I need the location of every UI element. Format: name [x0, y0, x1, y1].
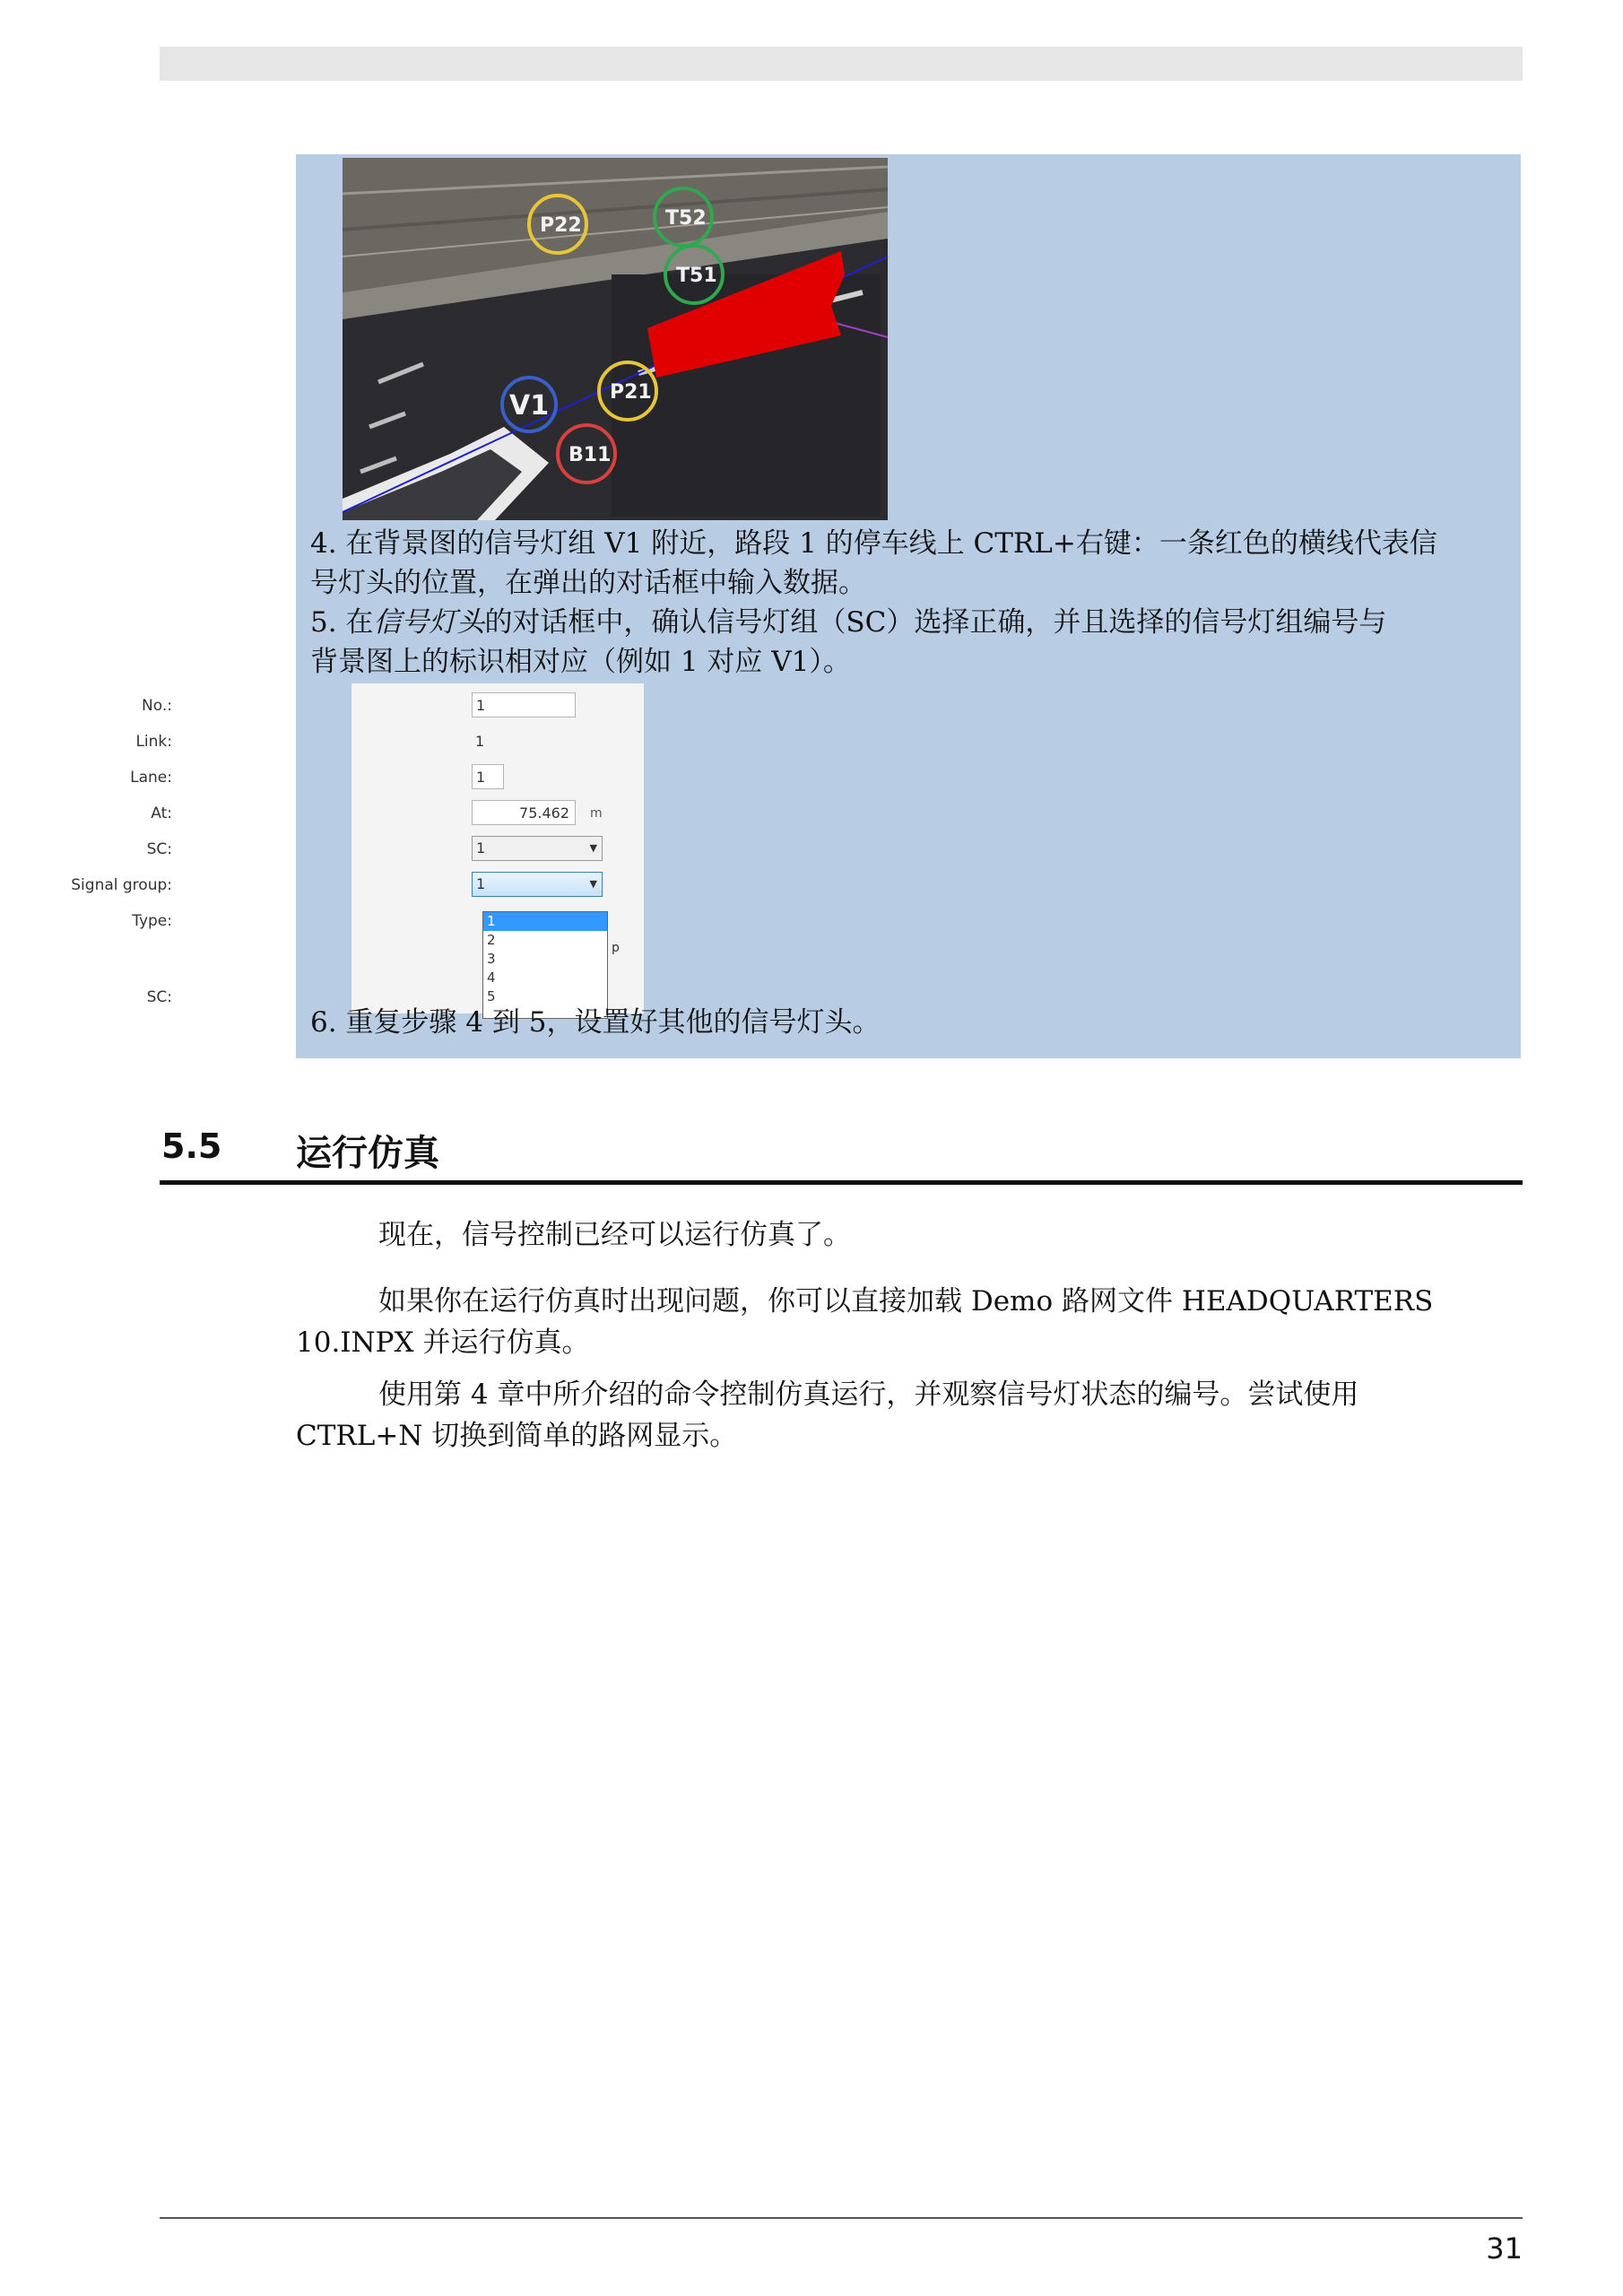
at-field[interactable]: 75.462	[472, 800, 576, 825]
at-label: At:	[151, 804, 172, 822]
label-t51: T51	[676, 265, 717, 287]
sc-label: SC:	[146, 840, 172, 858]
paragraph-2-line-1: 如果你在运行仿真时出现问题，你可以直接加载 Demo 路网文件 HEADQUARTERS	[378, 1285, 1434, 1318]
sc2-label: SC:	[146, 988, 172, 1006]
no-label: No.:	[142, 697, 172, 715]
section-heading	[160, 1125, 1523, 1185]
signal-group-label: Signal group:	[71, 876, 172, 894]
obscured-control-fragment: p	[612, 941, 620, 955]
dropdown-option-4[interactable]: 4	[487, 970, 496, 986]
step-5-line-2: 背景图上的标识相对应（例如 1 对应 V1）。	[310, 646, 851, 678]
paragraph-2	[296, 1281, 1521, 1363]
paragraph-1-line-1: 现在，信号控制已经可以运行仿真了。	[378, 1219, 851, 1251]
paragraph-3	[296, 1374, 1521, 1457]
label-p22: P22	[540, 214, 582, 237]
label-b11: B11	[568, 444, 612, 466]
section-number: 5.5	[161, 1126, 222, 1166]
section-title: 运行仿真	[296, 1133, 439, 1174]
lane-label: Lane:	[130, 769, 172, 787]
running-header-bar	[160, 47, 1523, 81]
paragraph-3-line-2: CTRL+N 切换到简单的路网显示。	[296, 1420, 738, 1452]
chevron-down-icon: ▼	[589, 842, 597, 854]
label-p21: P21	[610, 381, 652, 404]
paragraph-2-line-2: 10.INPX 并运行仿真。	[296, 1326, 590, 1359]
step-5-italic-term: 信号灯头	[373, 606, 485, 639]
dropdown-option-3[interactable]: 3	[487, 951, 496, 967]
step-5-rest: 的对话框中，确认信号灯组（SC）选择正确，并且选择的信号灯组编号与	[484, 606, 1387, 639]
label-v1: V1	[509, 390, 550, 422]
step-5-prefix: 5. 在	[310, 606, 374, 639]
signal-head-dialog-screenshot	[71, 683, 644, 1013]
signal-group-select-value: 1	[476, 875, 486, 892]
lane-field[interactable]: 1	[472, 764, 504, 789]
link-label: Link:	[135, 733, 172, 751]
dropdown-option-2[interactable]: 2	[487, 932, 496, 948]
no-field[interactable]: 1	[472, 692, 576, 718]
type-label: Type:	[132, 912, 172, 930]
step-4-line-1: 4. 在背景图的信号灯组 V1 附近，路段 1 的停车线上 CTRL+右键：一条红色的横线代表信	[310, 527, 1437, 560]
dropdown-option-1[interactable]: 1	[483, 912, 607, 931]
aerial-background-image	[343, 158, 888, 520]
link-value: 1	[475, 733, 485, 750]
step-6: 6. 重复步骤 4 到 5，设置好其他的信号灯头。	[310, 1006, 881, 1039]
page-number: 31	[1486, 2231, 1523, 2266]
paragraph-1	[296, 1214, 1521, 1256]
step-5-line-1	[310, 603, 1386, 642]
paragraph-3-line-1: 使用第 4 章中所介绍的命令控制仿真运行，并观察信号灯状态的编号。尝试使用	[378, 1378, 1359, 1411]
dropdown-option-5[interactable]: 5	[487, 988, 496, 1004]
step-4-line-2: 号灯头的位置，在弹出的对话框中输入数据。	[310, 567, 866, 599]
sc-select[interactable]	[472, 836, 603, 861]
footer-rule	[160, 2217, 1523, 2219]
sc-select-value: 1	[476, 839, 486, 857]
at-unit: m	[590, 806, 603, 821]
chevron-down-icon: ▼	[589, 878, 597, 890]
signal-group-select[interactable]	[472, 872, 603, 897]
label-t52: T52	[665, 207, 707, 230]
